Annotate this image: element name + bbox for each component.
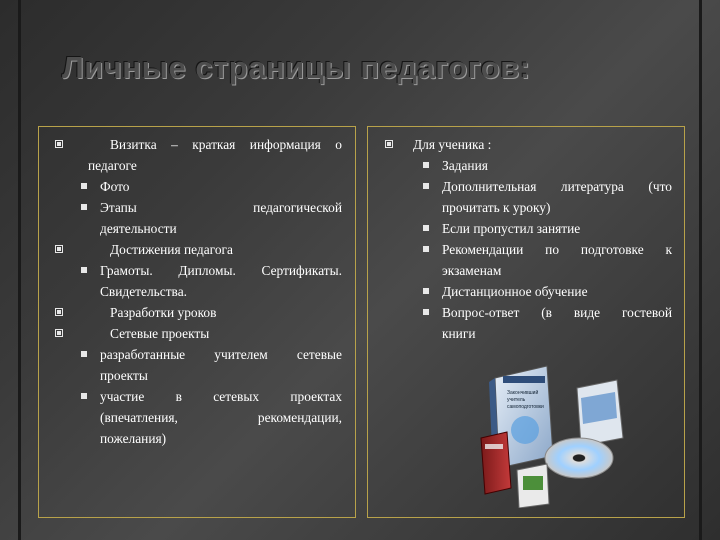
bullet-text-line: Для ученика : [413,137,492,152]
box-text-2: учитель [507,397,526,403]
bullet-square-icon [423,246,429,252]
bullet-box-icon [55,308,63,316]
small-box-graphic [517,464,549,508]
left-edge-bar [18,0,21,540]
bullet-text-line: Свидетельства. [100,284,187,299]
bullet-text-line: (впечатления, рекомендации, [100,410,342,425]
bullet-square-icon [81,393,87,399]
bullet-text-line: книги [442,326,476,341]
bullet-text-line: проекты [100,368,148,383]
bullet-square-icon [81,183,87,189]
box-text-3: самоподготовки [507,404,544,410]
bullet-text-line: деятельности [100,221,177,236]
box-text-1: Закончивший [507,390,539,396]
red-book-graphic [481,432,511,494]
bullet-square-icon [423,225,429,231]
bullet-text-line: Грамоты. Дипломы. Сертификаты. [100,263,342,278]
bullet-square-icon [423,309,429,315]
right-box-graphic [577,380,623,446]
bullet-text-line: разработанные учителем сетевые [100,347,342,362]
bullet-text-line: Сетевые проекты [110,326,210,341]
bullet-text-line: Достижения педагога [110,242,233,257]
bullet-box-icon [55,140,63,148]
bullet-text-line: пожелания) [100,431,167,446]
bullet-text-line: экзаменам [442,263,502,278]
bullet-text-line: педагоге [88,158,137,173]
bullet-text-line: Рекомендации по подготовке к [442,242,672,257]
bullet-text-line: участие в сетевых проектах [100,389,342,404]
bullet-square-icon [423,288,429,294]
bullet-text-line: Вопрос-ответ (в виде гостевой [442,305,672,320]
slide-title: Личные страницы педагогов: [62,50,531,85]
bullet-square-icon [423,183,429,189]
bullet-square-icon [81,204,87,210]
bullet-text-line: Если пропустил занятие [442,221,581,236]
bullet-text-line: Дополнительная литература (что [442,179,672,194]
bullet-text-line: Визитка – краткая информация о [110,137,342,152]
bullet-square-icon [81,267,87,273]
bullet-box-icon [385,140,393,148]
software-boxes-illustration [477,358,635,508]
bullet-text-line: прочитать к уроку) [442,200,551,215]
bullet-text-line: Разработки уроков [110,305,217,320]
bullet-text-line: Задания [442,158,488,173]
bullet-square-icon [423,162,429,168]
bullet-box-icon [55,329,63,337]
bullet-text-line: Фото [100,179,130,194]
bullet-text-line: Этапы педагогической [100,200,342,215]
bullet-text-line: Дистанционное обучение [442,284,588,299]
bullet-square-icon [81,351,87,357]
cd-disc-graphic [545,438,613,478]
bullet-box-icon [55,245,63,253]
